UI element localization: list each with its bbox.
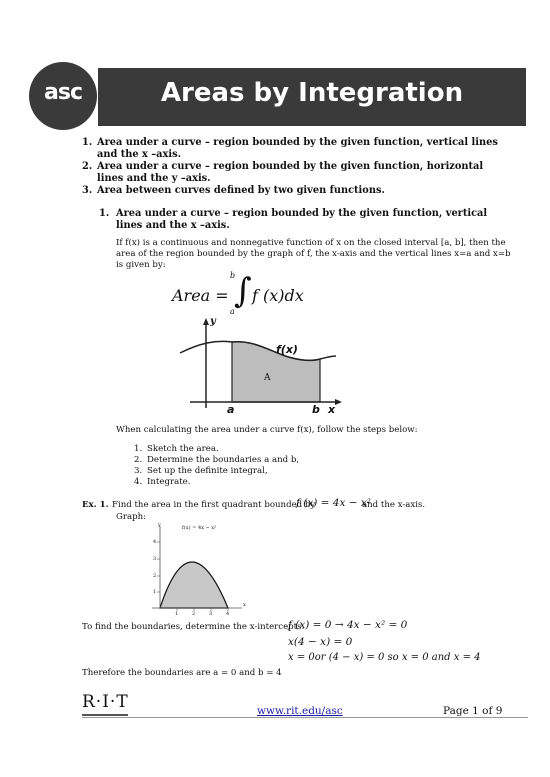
section1-para-line2: area of the region bounded by the graph of f, the x-axis and the vertical lines x=a and x=b (116, 249, 511, 259)
step-1-number: 1. (134, 444, 143, 454)
overview-item-1-line2: and the x –axis. (97, 149, 182, 160)
section1-number: 1. (99, 208, 110, 219)
overview-item-3-line1: Area between curves defined by two given functions. (97, 185, 385, 196)
figure-fx-label: f(x) (276, 343, 298, 356)
formula-upper-limit: b (230, 271, 236, 280)
example-function: f (x) = 4x − x² (296, 497, 372, 509)
overview-item-2-line2: lines and the y –axis. (97, 173, 211, 184)
graph-ytick-2: 2 (153, 573, 157, 579)
overview-item-1-line1: Area under a curve – region bounded by the given function, vertical lines (97, 137, 498, 148)
graph-function-label: f(x) = 4x − x² (182, 525, 217, 531)
section1-para-line3: is given by: (116, 260, 166, 270)
graph-y-label: y (158, 522, 161, 528)
figure-b-label: b (312, 403, 320, 416)
example-label: Ex. 1. (82, 500, 109, 510)
step-2-number: 2. (134, 455, 143, 465)
overview-item-2-line1: Area under a curve – region bounded by the given function, horizontal (97, 161, 484, 172)
graph-label: Graph: (116, 512, 147, 522)
graph-ytick-3: 3 (153, 556, 157, 562)
figure-a-label: a (227, 403, 235, 416)
conclusion-text: Therefore the boundaries are a = 0 and b = 4 (82, 668, 282, 678)
integral-sign: ∫ (234, 271, 252, 311)
boundaries-text: To find the boundaries, determine the x-intercepts: (82, 622, 305, 632)
page-title: Areas by Integration (160, 78, 464, 108)
formula-integrand: f (x)dx (252, 286, 304, 305)
parabola-graph (148, 522, 248, 614)
footer-link[interactable]: www.rit.edu/asc (257, 705, 343, 717)
step-2-text: Determine the boundaries a and b, (147, 455, 300, 465)
step-1-text: Sketch the area. (147, 444, 219, 454)
asc-logo-text: asc (44, 80, 82, 105)
overview-item-1-number: 1. (82, 137, 93, 148)
rit-logo-underline (82, 714, 128, 716)
step-4-number: 4. (134, 477, 143, 487)
step-3-text: Set up the definite integral, (147, 466, 268, 476)
graph-xtick-2: 2 (192, 611, 196, 617)
section1-heading-line2: lines and the x –axis. (116, 220, 230, 231)
graph-x-label: x (243, 602, 246, 608)
equation-3: x = 0or (4 − x) = 0 so x = 0 and x = 4 (288, 652, 481, 663)
example-text: Find the area in the first quadrant bounded by (112, 500, 316, 510)
graph-ytick-1: 1 (153, 589, 157, 595)
formula-lhs: Area = (172, 286, 229, 305)
steps-intro: When calculating the area under a curve f(x), follow the steps below: (116, 425, 418, 435)
step-3-number: 3. (134, 466, 143, 476)
formula-lower-limit: a (230, 307, 235, 316)
section1-para-line1: If f(x) is a continuous and nonnegative function of x on the closed interval [a, b], then the (116, 238, 506, 248)
graph-ytick-4: 4 (153, 539, 157, 545)
overview-item-2-number: 2. (82, 161, 93, 172)
section1-heading-line1: Area under a curve – region bounded by the given function, vertical (116, 208, 488, 219)
area-under-curve-figure (170, 318, 350, 418)
graph-xtick-4: 4 (226, 611, 230, 617)
example-tail: and the x-axis. (362, 500, 426, 510)
figure-x-label: x (328, 403, 336, 416)
rit-logo: R·I·T (82, 692, 129, 712)
step-4-text: Integrate. (147, 477, 191, 487)
graph-xtick-1: 1 (175, 611, 179, 617)
overview-item-3-number: 3. (82, 185, 93, 196)
page-number: Page 1 of 9 (443, 705, 503, 717)
equation-2: x(4 − x) = 0 (288, 636, 353, 648)
equation-1: f (x) = 0 → 4x − x² = 0 (288, 619, 408, 631)
figure-y-label: y (210, 316, 216, 327)
footer-rule (82, 717, 528, 718)
figure-area-label: A (264, 373, 271, 383)
graph-xtick-3: 3 (209, 611, 213, 617)
